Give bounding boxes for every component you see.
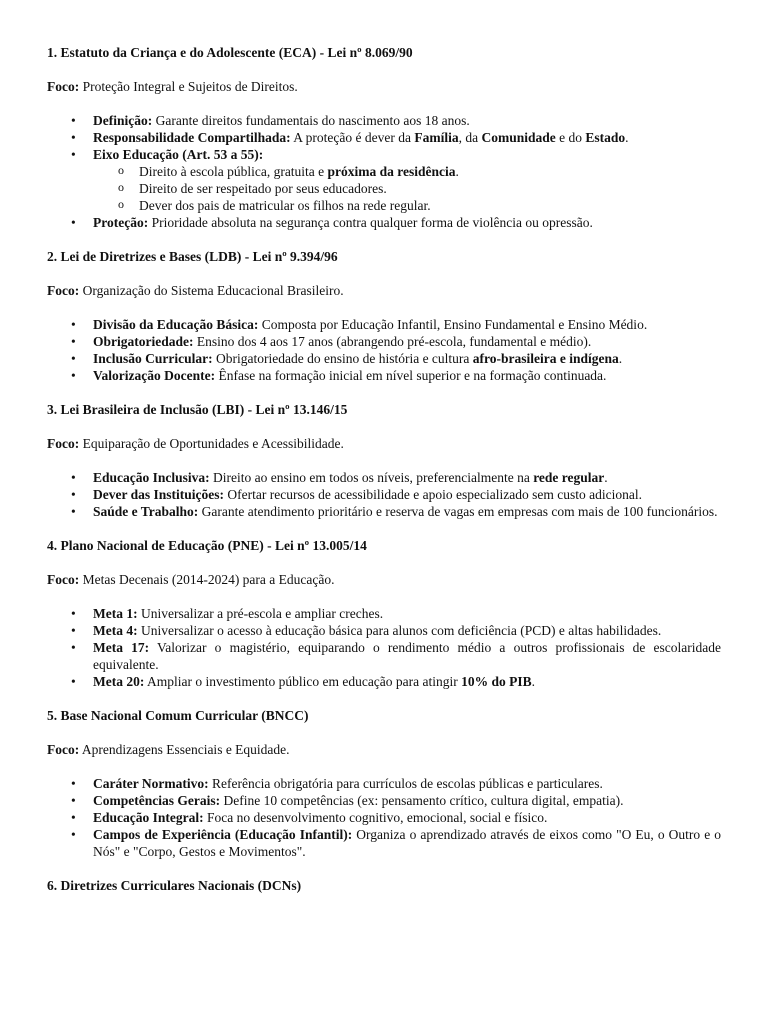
section-lbi	[47, 401, 721, 520]
list-item: • Responsabilidade Compartilhada: A proteção é dever da Família, da Comunidade e do Estado.	[93, 129, 721, 146]
list-item: • Definição: Garante direitos fundamentais do nascimento aos 18 anos.	[93, 112, 721, 129]
list-item: • Competências Gerais: Define 10 competências (ex: pensamento crítico, cultura digital, empatia).	[93, 792, 721, 809]
sub-list-item: o Dever dos pais de matricular os filhos na rede regular.	[139, 197, 721, 214]
section-ldb	[47, 248, 721, 384]
section-title: 4. Plano Nacional de Educação (PNE) - Lei nº 13.005/14	[47, 538, 367, 553]
sub-list-item: o Direito à escola pública, gratuita e próxima da residência.	[139, 163, 721, 180]
section-dcns	[47, 877, 721, 894]
section-title: 5. Base Nacional Comum Curricular (BNCC)	[47, 708, 309, 723]
list-item: • Saúde e Trabalho: Garante atendimento prioritário e reserva de vagas em empresas com mais de 100 funcionários.	[93, 503, 721, 520]
list-item: • Obrigatoriedade: Ensino dos 4 aos 17 anos (abrangendo pré-escola, fundamental e médio).	[93, 333, 721, 350]
list-item: • Meta 4: Universalizar o acesso à educação básica para alunos com deficiência (PCD) e altas habilidades.	[93, 622, 721, 639]
list-item: • Caráter Normativo: Referência obrigatória para currículos de escolas públicas e particulares.	[93, 775, 721, 792]
list-item: • Meta 17: Valorizar o magistério, equiparando o rendimento médio a outros profissionais de escolaridade equivalente.	[93, 639, 721, 673]
section-bncc	[47, 707, 721, 860]
bullet-list	[47, 469, 721, 520]
list-item: • Inclusão Curricular: Obrigatoriedade do ensino de história e cultura afro-brasileira e indígena.	[93, 350, 721, 367]
section-title: 3. Lei Brasileira de Inclusão (LBI) - Lei nº 13.146/15	[47, 402, 348, 417]
section-pne	[47, 537, 721, 690]
list-item: • Meta 20: Ampliar o investimento público em educação para atingir 10% do PIB.	[93, 673, 721, 690]
list-item: • Meta 1: Universalizar a pré-escola e ampliar creches.	[93, 605, 721, 622]
section-focus: Foco: Proteção Integral e Sujeitos de Direitos.	[47, 79, 298, 94]
bullet-list	[47, 112, 721, 231]
bullet-list	[47, 316, 721, 384]
list-item: • Educação Integral: Foca no desenvolvimento cognitivo, emocional, social e físico.	[93, 809, 721, 826]
bullet-list	[47, 775, 721, 860]
list-item: • Valorização Docente: Ênfase na formação inicial em nível superior e na formação continuada.	[93, 367, 721, 384]
section-focus: Foco: Aprendizagens Essenciais e Equidade.	[47, 742, 290, 757]
section-title: 6. Diretrizes Curriculares Nacionais (DCNs)	[47, 878, 302, 893]
section-title: 2. Lei de Diretrizes e Bases (LDB) - Lei nº 9.394/96	[47, 249, 338, 264]
list-item: • Educação Inclusiva: Direito ao ensino em todos os níveis, preferencialmente na rede regular.	[93, 469, 721, 486]
sub-list	[93, 163, 721, 214]
list-item: • Divisão da Educação Básica: Composta por Educação Infantil, Ensino Fundamental e Ensino Médio.	[93, 316, 721, 333]
section-focus: Foco: Equiparação de Oportunidades e Acessibilidade.	[47, 436, 344, 451]
section-title: 1. Estatuto da Criança e do Adolescente (ECA) - Lei nº 8.069/90	[47, 45, 413, 60]
list-item: • Dever das Instituições: Ofertar recursos de acessibilidade e apoio especializado sem custo adicional.	[93, 486, 721, 503]
section-focus: Foco: Organização do Sistema Educacional Brasileiro.	[47, 283, 344, 298]
bullet-list	[47, 605, 721, 690]
sub-list-item: o Direito de ser respeitado por seus educadores.	[139, 180, 721, 197]
section-eca	[47, 44, 721, 231]
list-item: • Eixo Educação (Art. 53 a 55): o Direito à escola pública, gratuita e próxima da residência. o Direito de ser respeitado por seus educadores. o Dever dos pais de matricular os filhos na rede regular.	[93, 146, 721, 214]
section-focus: Foco: Metas Decenais (2014-2024) para a Educação.	[47, 572, 335, 587]
list-item: • Campos de Experiência (Educação Infantil): Organiza o aprendizado através de eixos como "O Eu, o Outro e o Nós" e "Corpo, Gestos e Movimentos".	[93, 826, 721, 860]
list-item: • Proteção: Prioridade absoluta na segurança contra qualquer forma de violência ou opressão.	[93, 214, 721, 231]
